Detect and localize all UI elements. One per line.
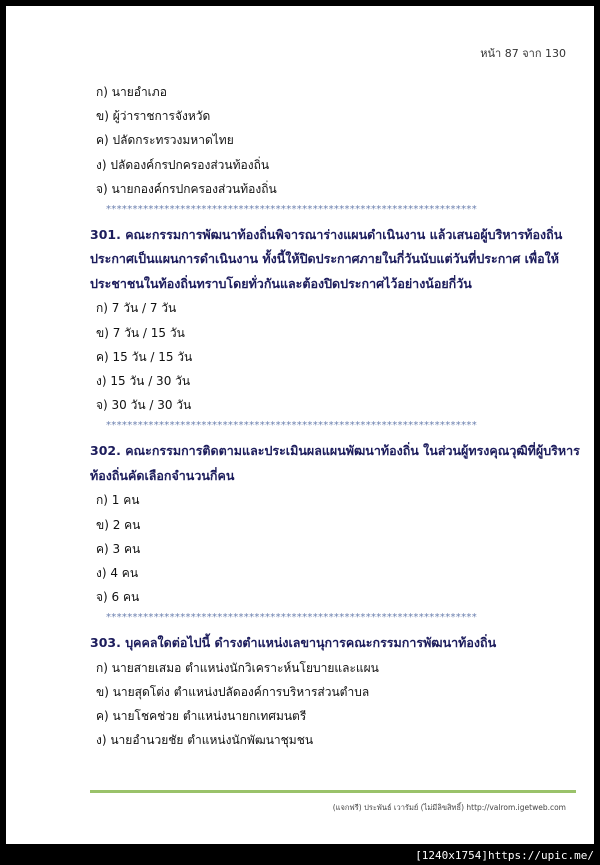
question-302 (90, 439, 580, 609)
option: ก) 1 คน (96, 493, 140, 508)
option: ข) 7 วัน / 15 วัน (96, 325, 185, 340)
option: ค) 3 คน (96, 541, 141, 556)
page-number: หน้า 87 จาก 130 (480, 47, 566, 60)
separator: ********************************************************************** (106, 612, 477, 624)
option: ข) 2 คน (96, 517, 141, 532)
option: จ) นายกองค์กรปกครองส่วนท้องถิ่น (96, 181, 277, 196)
option: ค) ปลัดกระทรวงมหาดไทย (96, 133, 234, 148)
question-301 (90, 223, 580, 417)
option: ค) นายโชคช่วย ตำแหน่งนายกเทศมนตรี (96, 709, 307, 724)
image-watermark: [1240x1754]https://upic.me/ (411, 848, 598, 863)
option: ง) ปลัดองค์กรปกครองส่วนท้องถิ่น (96, 157, 270, 172)
option: ง) นายอำนวยชัย ตำแหน่งนักพัฒนาชุมชน (96, 733, 314, 748)
footer-divider (90, 790, 576, 793)
option: ข) นายสุดโต่ง ตำแหน่งปลัดองค์การบริหารส่วนตำบล (96, 685, 370, 699)
separator: ********************************************************************** (106, 420, 477, 432)
separator: ********************************************************************** (106, 203, 477, 215)
option: ง) 15 วัน / 30 วัน (96, 374, 191, 388)
footer-credit: (แจกฟรี) ประพันธ์ เวารัมย์ (ไม่มีลิขสิทธิ์) http://valrom.igetweb.com (332, 803, 566, 812)
option: จ) 30 วัน / 30 วัน (96, 398, 192, 413)
page-content (90, 80, 580, 753)
option: ง) 4 คน (96, 565, 139, 580)
document-page (6, 6, 594, 844)
question-text: 301. คณะกรรมการพัฒนาท้องถิ่นพิจารณาร่างแผนดำเนินงาน แล้วเสนอผู้บริหารท้องถิ่นประกาศเป็นแผนการดำเนินงาน ทั้งนี้ให้ปิดประกาศภายในกี่วันนับแต่วันที่ประกาศ เพื่อให้ประชาชนในท้องถิ่นทราบโดยทั่วกันและต้องปิดประกาศไว้อย่างน้อยกี่วัน (90, 226, 563, 291)
option: จ) 6 คน (96, 590, 140, 605)
option: ค) 15 วัน / 15 วัน (96, 349, 193, 364)
option: ก) นายอำเภอ (96, 85, 167, 99)
option: ก) นายสายเสมอ ตำแหน่งนักวิเคราะห์นโยบายและแผน (96, 660, 379, 675)
question-text: 302. คณะกรรมการติดตามและประเมินผลแผนพัฒนาท้องถิ่น ในส่วนผู้ทรงคุณวุฒิที่ผู้บริหารท้องถิ่นคัดเลือกจำนวนกี่คน (90, 443, 580, 483)
option: ก) 7 วัน / 7 วัน (96, 301, 177, 316)
prev-question-options (90, 80, 580, 201)
question-303 (90, 631, 580, 752)
question-text: 303. บุคคลใดต่อไปนี้ ดำรงตำแหน่งเลขานุการคณะกรรมการพัฒนาท้องถิ่น (90, 635, 497, 651)
option: ข) ผู้ว่าราชการจังหวัด (96, 109, 211, 124)
